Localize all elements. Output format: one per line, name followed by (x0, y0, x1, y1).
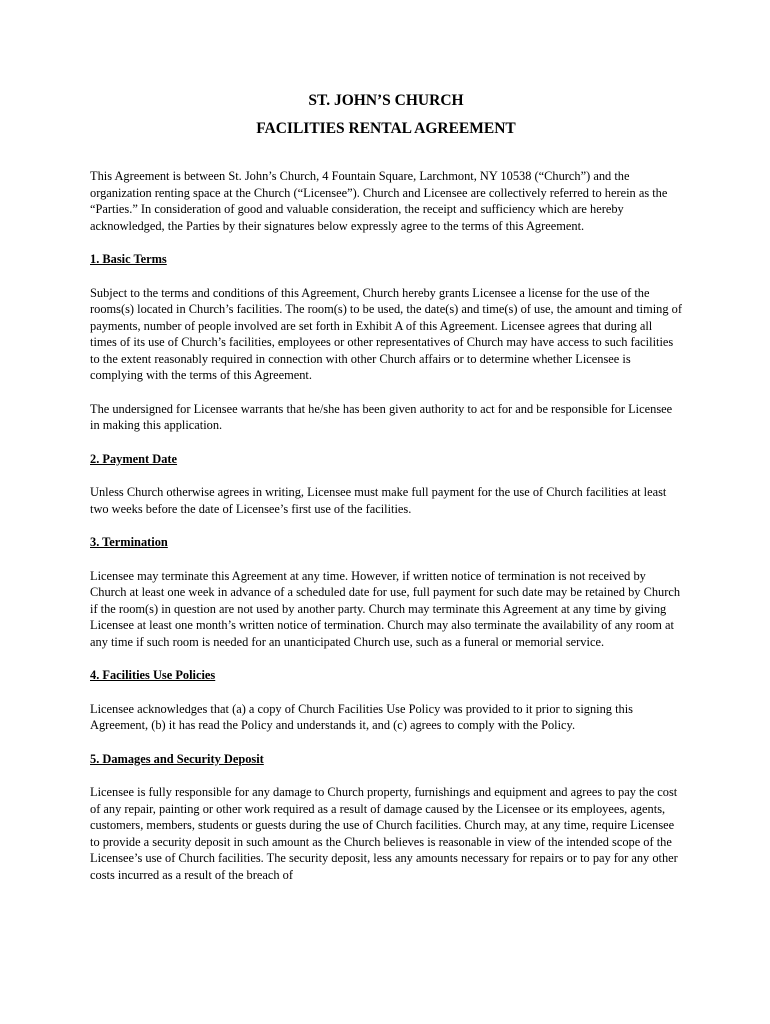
section-basic-terms (90, 251, 682, 434)
document-page (90, 91, 682, 883)
section-paragraph: The undersigned for Licensee warrants that he/she has been given authority to act for and be responsible for Licensee in making this application. (90, 401, 673, 432)
document-title-line1: ST. JOHN’S CHURCH (308, 92, 464, 109)
section-payment-date (90, 451, 682, 518)
section-heading: 4. Facilities Use Policies (90, 668, 216, 682)
section-facilities-use-policies (90, 667, 682, 734)
section-damages-security-deposit (90, 751, 682, 884)
section-termination (90, 534, 682, 650)
section-heading: 1. Basic Terms (90, 252, 167, 266)
section-paragraph: Licensee acknowledges that (a) a copy of Church Facilities Use Policy was provided to it prior to signing this Agreement, (b) it has read the Policy and understands it, and (c) agrees to comply with the Policy. (90, 701, 633, 732)
section-heading: 5. Damages and Security Deposit (90, 751, 264, 766)
section-heading: 2. Payment Date (90, 451, 178, 466)
section-paragraph: Subject to the terms and conditions of this Agreement, Church hereby grants Licensee a license for the use of the rooms(s) located in Church’s facilities. The room(s) to be used, the date(s) and time(s) of use, the amount and timing of payments, number of people involved are set forth in Exhibit A of this Agreement. Licensee agrees that during all times of its use of Church’s facilities, employees or other representatives of Church may have access to such facilities to the extent reasonably required in connection with other Church affairs or to determine whether Licensee is complying with the terms of this Agreement. (90, 285, 682, 382)
intro-paragraph: This Agreement is between St. John’s Church, 4 Fountain Square, Larchmont, NY 10538 (“Church”) and the organization renting space at the Church (“Licensee”). Church and Licensee are collectively referred to herein as the “Parties.” In consideration of good and valuable consideration, the receipt and sufficiency which are hereby acknowledged, the Parties by their signatures below expressly agree to the terms of this Agreement. (90, 169, 668, 233)
section-paragraph: Unless Church otherwise agrees in writing, Licensee must make full payment for the use of Church facilities at least two weeks before the date of Licensee’s first use of the facilities. (90, 485, 667, 516)
section-heading: 3. Termination (90, 535, 168, 549)
section-paragraph: Licensee is fully responsible for any damage to Church property, furnishings and equipment and agrees to pay the cost of any repair, painting or other work required as a result of damage caused by the Licensee or its employees, agents, customers, members, students or guests during the use of Church facilities. Church may, at any time, require Licensee to provide a security deposit in such amount as the Church believes is reasonable in view of the intended scope of the Licensee’s use of Church facilities. The security deposit, less any amounts necessary for repairs or to pay for any other costs incurred as a result of the breach of (90, 785, 678, 882)
section-paragraph: Licensee may terminate this Agreement at any time. However, if written notice of termination is not received by Church at least one week in advance of a scheduled date for use, full payment for such date may be retained by Church if the room(s) in question are not used by another party. Church may terminate this Agreement at any time by giving Licensee at least one month’s written notice of termination. Church may also terminate the availability of any room at any time if such room is needed for an unanticipated Church use, such as a funeral or memorial service. (90, 568, 681, 649)
document-title-line2: FACILITIES RENTAL AGREEMENT (256, 120, 516, 137)
